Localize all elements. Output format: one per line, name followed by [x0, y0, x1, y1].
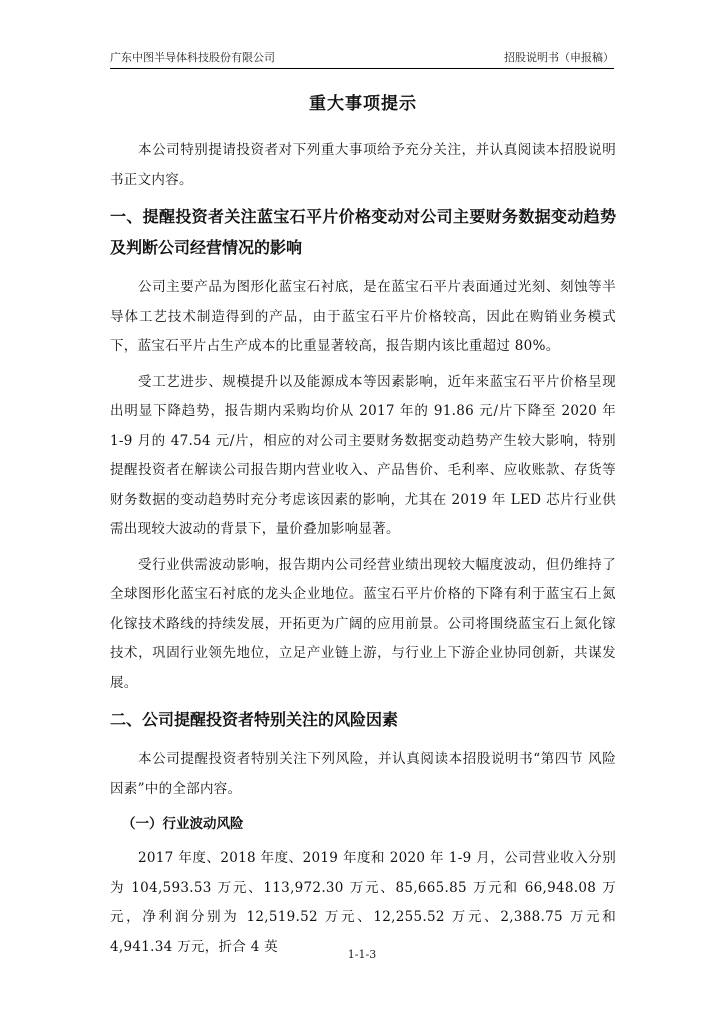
header-document-type: 招股说明书（申报稿）	[504, 51, 614, 64]
page-body	[110, 90, 616, 968]
section1-paragraph: 受工艺进步、规模提升以及能源成本等因素影响，近年来蓝宝石平片价格呈现出明显下降趋势，报告期内采购均价从 2017 年的 91.86 元/片下降至 2020 年 1-9 月的 47.54 元/片，相应的对公司主要财务数据变动趋势产生较大影响，特别提醒投资者在解读公司报告期内营业收入、产品售价、毛利率、应收账款、存货等财务数据的变动趋势时充分考虑该因素的影响，尤其在 2019 年 LED 芯片行业供需出现较大波动的背景下，量价叠加影响显著。	[110, 373, 616, 537]
section-heading-risk-factors: 二、公司提醒投资者特别关注的风险因素	[110, 710, 399, 729]
header-divider	[110, 68, 614, 69]
page-title: 重大事项提示	[309, 94, 417, 114]
section1-paragraph: 公司主要产品为图形化蓝宝石衬底，是在蓝宝石平片表面通过光刻、刻蚀等半导体工艺技术制造得到的产品，由于蓝宝石平片价格较高，因此在购销业务模式下，蓝宝石平片占生产成本的比重显著较高，报告期内该比重超过 80%。	[110, 279, 616, 354]
page-header	[110, 49, 614, 67]
page-number: 1-1-3	[347, 948, 377, 961]
section2-intro-paragraph: 本公司提醒投资者特别关注下列风险，并认真阅读本招股说明书“第四节 风险因素”中的全部内容。	[110, 751, 616, 797]
subsection-heading-industry-risk: （一）行业波动风险	[122, 816, 244, 832]
section1-paragraph: 受行业供需波动影响，报告期内公司经营业绩出现较大幅度波动，但仍维持了全球图形化蓝宝石衬底的龙头企业地位。蓝宝石平片价格的下降有利于蓝宝石上氮化镓技术路线的持续发展，开拓更为广阔的应用前景。公司将围绕蓝宝石上氮化镓技术，巩固行业领先地位，立足产业链上游，与行业上下游企业协同创新，共谋发展。	[110, 556, 616, 691]
subsection-paragraph: 2017 年度、2018 年度、2019 年度和 2020 年 1-9 月，公司营业收入分别为 104,593.53 万元、113,972.30 万元、85,665.85 万元和 66,948.08 万元，净利润分别为 12,519.52 万元、12,255.52 万元、2,388.75 万元和 4,941.34 万元，折合 4 英	[110, 850, 616, 955]
intro-paragraph: 本公司特别提请投资者对下列重大事项给予充分关注，并认真阅读本招股说明书正文内容。	[110, 142, 616, 188]
header-company-name: 广东中图半导体科技股份有限公司	[110, 51, 275, 64]
section-heading-sapphire-price: 一、提醒投资者关注蓝宝石平片价格变动对公司主要财务数据变动趋势及判断公司经营情况的影响	[110, 207, 616, 257]
